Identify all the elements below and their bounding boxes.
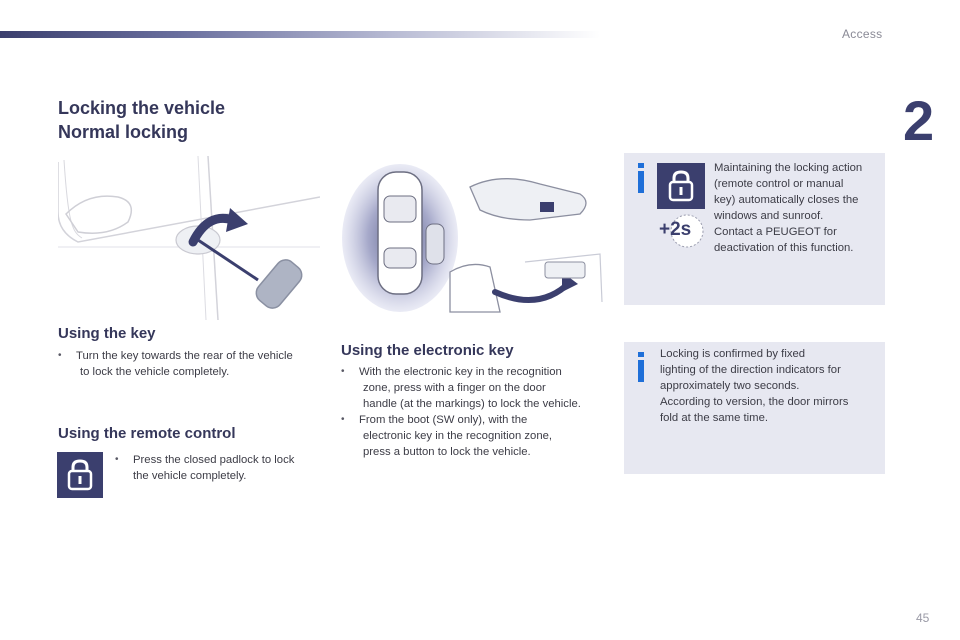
section-label: Access bbox=[842, 27, 883, 41]
info-padlock-tile bbox=[657, 163, 705, 209]
recognition-zone-illustration bbox=[340, 162, 608, 322]
badge-text: +2s bbox=[659, 219, 692, 240]
info-box-auto-close-text: Maintaining the locking action (remote control or manual key) automatically closes the windows and sunroof. Contact a PEUGEOT for deactivation of this function. bbox=[714, 162, 863, 254]
bullet-marker: • bbox=[341, 366, 345, 377]
remote-instruction: • Press the closed padlock to lock the vehicle completely. bbox=[115, 454, 295, 482]
info-icon bbox=[638, 360, 644, 382]
info-box-confirmation bbox=[624, 342, 885, 474]
info-box-auto-close bbox=[624, 153, 885, 305]
page-title: Locking the vehicle bbox=[58, 98, 226, 118]
key-instruction: • Turn the key towards the rear of the vehicle to lock the vehicle completely. bbox=[58, 350, 293, 378]
bullet-marker: • bbox=[341, 414, 345, 425]
info-icon bbox=[638, 171, 644, 193]
info-box-confirmation-text: Locking is confirmed by fixed lighting of the direction indicators for approximately two seconds. According to version, the door mirrors fold at the same time. bbox=[660, 348, 849, 424]
remote-padlock-tile bbox=[57, 452, 103, 498]
header-gradient-bar bbox=[0, 31, 600, 38]
page-subtitle: Normal locking bbox=[58, 122, 189, 142]
key-heading: Using the key bbox=[58, 325, 156, 342]
bullet-marker: • bbox=[58, 350, 62, 361]
page-number: 45 bbox=[916, 611, 930, 625]
door-key-illustration bbox=[58, 152, 320, 320]
electronic-key-heading: Using the electronic key bbox=[341, 342, 514, 359]
bullet-marker: • bbox=[115, 454, 119, 465]
padlock-icon bbox=[666, 169, 696, 203]
hold-two-seconds-badge bbox=[657, 213, 705, 249]
remote-heading: Using the remote control bbox=[58, 425, 236, 442]
electronic-key-instructions: • With the electronic key in the recognition zone, press with a finger on the door handle (at the markings) to lock the vehicle. • From the boot (SW only), with the electronic key in the recognition zone, press a button to lock the vehicle. bbox=[341, 366, 581, 458]
chapter-number: 2 bbox=[903, 89, 935, 152]
padlock-icon bbox=[65, 458, 95, 492]
